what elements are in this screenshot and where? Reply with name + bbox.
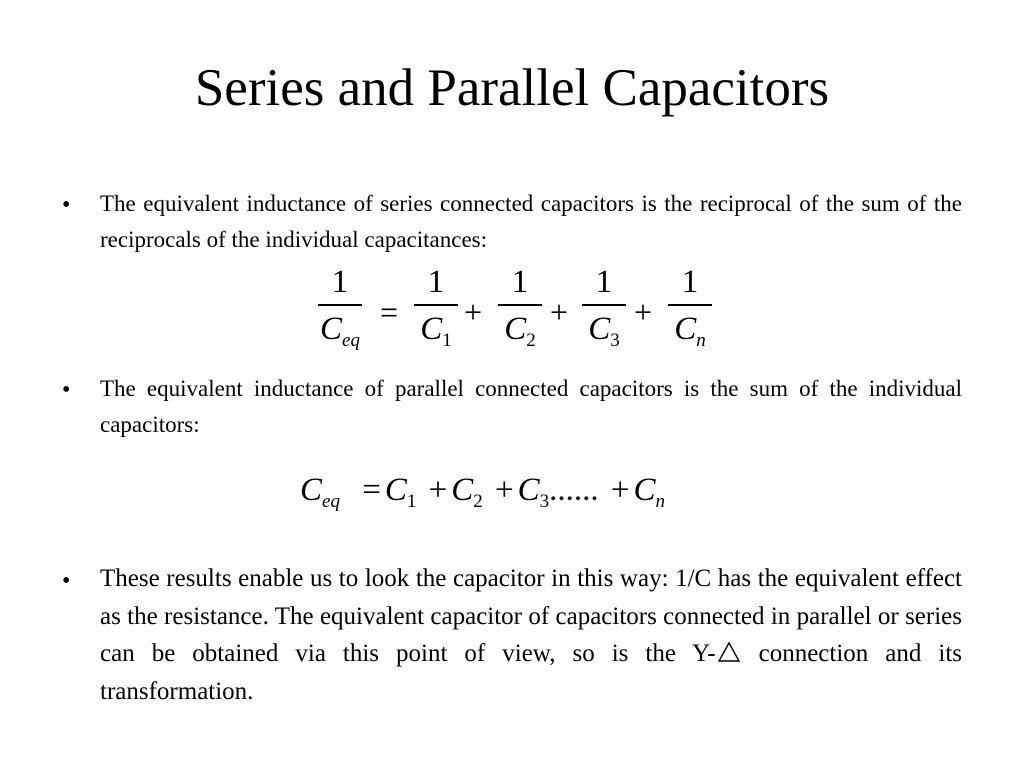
fraction-c1	[412, 266, 460, 357]
bullet-text-series: The equivalent inductance of series connected capacitors is the reciprocal of the sum of the reciprocals of the individual capacitances:	[100, 191, 962, 252]
fraction-ceq	[316, 266, 364, 357]
fraction-bar	[582, 304, 626, 306]
equals-sign: =	[380, 294, 399, 330]
bullet-marker: •	[62, 568, 71, 594]
plus-sign: +	[464, 294, 483, 330]
denominator: $C_{eq}$	[320, 311, 360, 351]
bullet-text-parallel: The equivalent inductance of parallel connected capacitors is the sum of the individual capacitors:	[100, 376, 962, 437]
fraction-bar	[318, 304, 362, 306]
fraction-bar	[668, 304, 712, 306]
numerator: 1	[511, 264, 529, 300]
denominator: $C_n$	[674, 311, 706, 351]
fraction-bar	[498, 304, 542, 306]
fraction-bar	[414, 304, 458, 306]
bullet-text-conclusion: These results enable us to look the capacitor in this way: 1/C has the equivalent effect as the resistance. The equivalent capacitor of capacitors connected in parallel or series can be obtained via this point of view, so is the Y- connection and its transformation.	[100, 565, 962, 705]
denominator: $C_3$	[588, 311, 620, 351]
denominator: $C_1$	[420, 311, 452, 351]
parallel-formula: $C_{eq} = C_1 + C_2 + C_3$...... + $C_n$	[300, 472, 666, 512]
plus-sign: +	[550, 294, 569, 330]
fraction-c3	[580, 266, 628, 357]
numerator: 1	[427, 264, 445, 300]
bullet-marker: •	[62, 192, 71, 218]
bullet-marker: •	[62, 377, 71, 403]
fraction-cn	[666, 266, 714, 357]
numerator: 1	[595, 264, 613, 300]
triangle-delta-icon	[718, 641, 740, 663]
fraction-c2	[496, 266, 544, 357]
denominator: $C_2$	[504, 311, 536, 351]
slide-title: Series and Parallel Capacitors	[194, 59, 830, 117]
numerator: 1	[681, 264, 699, 300]
numerator: 1	[331, 264, 349, 300]
plus-sign: +	[634, 294, 653, 330]
